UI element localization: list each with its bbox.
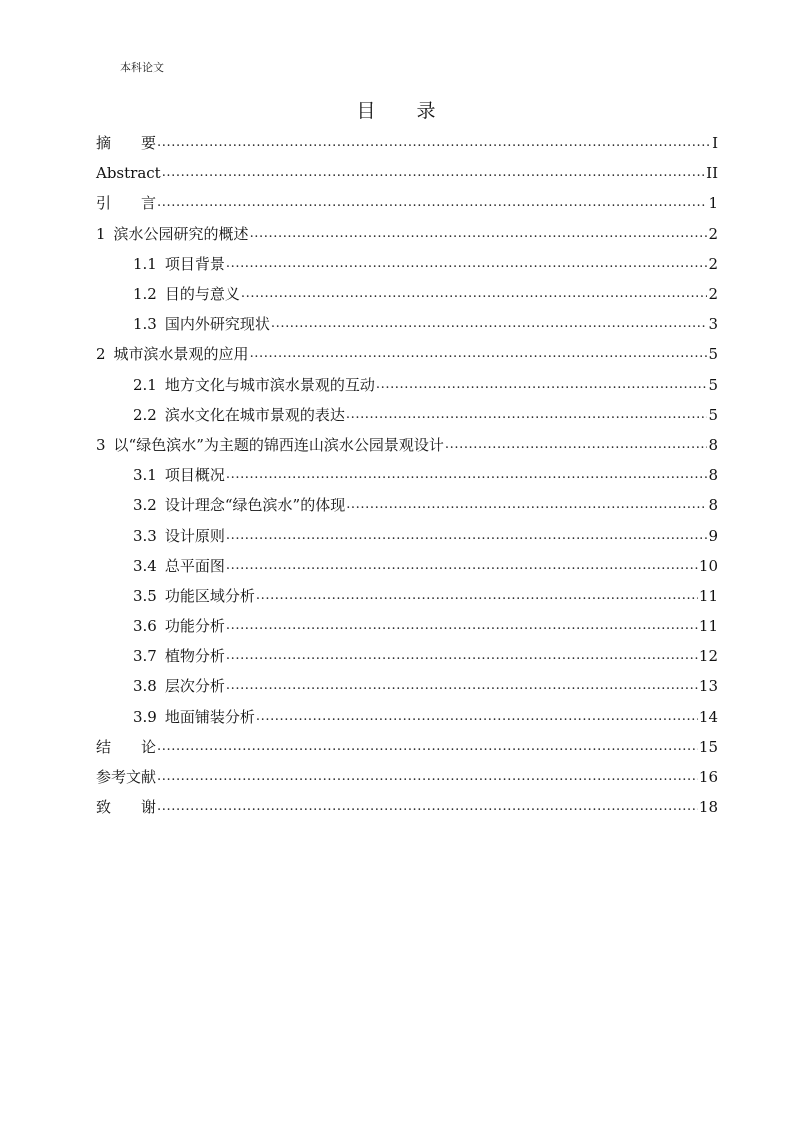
toc-entry-number: 3.9 bbox=[133, 707, 157, 726]
toc-leader-dots bbox=[250, 225, 708, 243]
toc-entry-number: 3.2 bbox=[133, 496, 157, 515]
toc-entry-number: 2.1 bbox=[133, 375, 157, 394]
toc-entry-page: 2 bbox=[708, 254, 718, 273]
toc-entry-page: 2 bbox=[708, 224, 718, 243]
running-header: 本科论文 bbox=[120, 61, 164, 74]
toc-entry-label: 致 谢 bbox=[96, 798, 157, 817]
toc-entry-number: 3.7 bbox=[133, 647, 157, 666]
toc-entry-label: 层次分析 bbox=[164, 677, 225, 696]
toc-leader-dots bbox=[241, 285, 708, 303]
toc-entry-page: 13 bbox=[698, 677, 718, 696]
toc-leader-dots bbox=[157, 768, 698, 786]
toc-leader-dots bbox=[162, 164, 705, 182]
toc-entry-label: 城市滨水景观的应用 bbox=[113, 345, 249, 364]
toc-entry-label: 总平面图 bbox=[164, 556, 225, 575]
toc-entry-label: 植物分析 bbox=[164, 647, 225, 666]
toc-leader-dots bbox=[346, 496, 707, 514]
toc-leader-dots bbox=[256, 708, 698, 726]
toc-entry[interactable] bbox=[96, 581, 718, 611]
toc-leader-dots bbox=[226, 557, 698, 575]
toc-entry-number: 1 bbox=[96, 224, 106, 243]
toc-leader-dots bbox=[226, 255, 708, 273]
toc-leader-dots bbox=[157, 738, 698, 756]
toc-entry-label: 滨水公园研究的概述 bbox=[113, 224, 249, 243]
toc-entry[interactable] bbox=[96, 219, 718, 249]
toc-entry-page: I bbox=[712, 134, 718, 153]
toc-entry[interactable] bbox=[96, 671, 718, 701]
toc-entry-number: 1.2 bbox=[133, 285, 157, 304]
toc-entry-label: 目的与意义 bbox=[164, 285, 240, 304]
toc-entry-label: 以“绿色滨水”为主题的锦西连山滨水公园景观设计 bbox=[113, 435, 444, 454]
toc-leader-dots bbox=[250, 345, 708, 363]
toc-entry-page: 16 bbox=[698, 768, 718, 787]
toc-entry-page: 9 bbox=[708, 526, 718, 545]
toc-entry-page: 1 bbox=[708, 194, 718, 213]
toc-leader-dots bbox=[346, 406, 708, 424]
toc-entry[interactable] bbox=[96, 732, 718, 762]
toc-entry-number: 3.8 bbox=[133, 677, 157, 696]
toc-title-part1: 目 bbox=[356, 100, 377, 122]
toc-entry-page: 5 bbox=[708, 375, 718, 394]
toc-entry-label: 参考文献 bbox=[96, 768, 157, 787]
toc-entry[interactable] bbox=[96, 702, 718, 732]
toc-entry[interactable] bbox=[96, 279, 718, 309]
toc-entry-number: 3.3 bbox=[133, 526, 157, 545]
toc-entry[interactable] bbox=[96, 551, 718, 581]
toc-entry-number: 3.4 bbox=[133, 556, 157, 575]
toc-entry[interactable] bbox=[96, 611, 718, 641]
toc-entry[interactable] bbox=[96, 188, 718, 218]
toc-entry-page: 15 bbox=[698, 737, 718, 756]
toc-leader-dots bbox=[256, 587, 698, 605]
toc-entry-page: 11 bbox=[698, 617, 718, 636]
toc-entry-label: 项目背景 bbox=[164, 254, 225, 273]
toc-entry-label: 功能区域分析 bbox=[164, 586, 255, 605]
toc-leader-dots bbox=[445, 436, 708, 454]
toc-leader-dots bbox=[226, 647, 698, 665]
toc-entry[interactable] bbox=[96, 249, 718, 279]
toc-entry-page: 2 bbox=[708, 285, 718, 304]
toc-entry-page: 10 bbox=[698, 556, 718, 575]
toc-entry-page: 18 bbox=[698, 798, 718, 817]
toc-entry-number: 1.3 bbox=[133, 315, 157, 334]
toc-entry-label: 地方文化与城市滨水景观的互动 bbox=[164, 375, 375, 394]
toc-entry[interactable] bbox=[96, 370, 718, 400]
toc-entry[interactable] bbox=[96, 430, 718, 460]
toc-entry[interactable] bbox=[96, 400, 718, 430]
toc-entry-label: Abstract bbox=[96, 164, 161, 183]
toc-entry[interactable] bbox=[96, 460, 718, 490]
toc-leader-dots bbox=[376, 376, 708, 394]
toc-entry-page: 12 bbox=[698, 647, 718, 666]
toc-leader-dots bbox=[226, 617, 698, 635]
toc-entry-label: 引 言 bbox=[96, 194, 157, 213]
toc-entry-page: 5 bbox=[708, 345, 718, 364]
toc-entry[interactable] bbox=[96, 762, 718, 792]
toc-entry-number: 3 bbox=[96, 435, 106, 454]
toc-entry-label: 地面铺装分析 bbox=[164, 707, 255, 726]
toc-entry[interactable] bbox=[96, 128, 718, 158]
toc-leader-dots bbox=[226, 466, 708, 484]
toc-leader-dots bbox=[271, 315, 708, 333]
toc-entry-number: 3.1 bbox=[133, 466, 157, 485]
toc-entry-page: II bbox=[706, 164, 718, 183]
toc-entry-page: 8 bbox=[708, 435, 718, 454]
toc-entry-page: 3 bbox=[708, 315, 718, 334]
toc-entry-label: 结 论 bbox=[96, 737, 157, 756]
toc-entry-label: 功能分析 bbox=[164, 617, 225, 636]
toc-entry-number: 1.1 bbox=[133, 254, 157, 273]
toc-entry-page: 11 bbox=[698, 586, 718, 605]
toc-entry[interactable] bbox=[96, 641, 718, 671]
toc-entry-label: 国内外研究现状 bbox=[164, 315, 270, 334]
toc-entry[interactable] bbox=[96, 158, 718, 188]
toc-entry-label: 设计理念“绿色滨水”的体现 bbox=[164, 496, 346, 515]
toc-entry[interactable] bbox=[96, 309, 718, 339]
toc-entry-label: 项目概况 bbox=[164, 466, 225, 485]
toc-title-part2: 录 bbox=[416, 100, 437, 122]
toc-entry-label: 设计原则 bbox=[164, 526, 225, 545]
toc-entry[interactable] bbox=[96, 490, 718, 520]
toc-title bbox=[0, 96, 793, 123]
toc-entry-number: 3.6 bbox=[133, 617, 157, 636]
toc-leader-dots bbox=[157, 798, 698, 816]
toc-entry-number: 2 bbox=[96, 345, 106, 364]
toc-entry-number: 2.2 bbox=[133, 405, 157, 424]
toc-entry-page: 14 bbox=[698, 707, 718, 726]
toc-entry-number: 3.5 bbox=[133, 586, 157, 605]
toc-entry-page: 5 bbox=[708, 405, 718, 424]
toc-entry-page: 8 bbox=[708, 466, 718, 485]
toc-entry-label: 滨水文化在城市景观的表达 bbox=[164, 405, 345, 424]
toc-leader-dots bbox=[157, 134, 711, 152]
table-of-contents bbox=[96, 128, 718, 822]
toc-entry[interactable] bbox=[96, 520, 718, 550]
toc-entry[interactable] bbox=[96, 792, 718, 822]
toc-entry[interactable] bbox=[96, 339, 718, 369]
toc-leader-dots bbox=[226, 677, 698, 695]
toc-leader-dots bbox=[226, 527, 708, 545]
toc-entry-label: 摘 要 bbox=[96, 134, 157, 153]
toc-entry-page: 8 bbox=[708, 496, 718, 515]
toc-leader-dots bbox=[157, 194, 707, 212]
